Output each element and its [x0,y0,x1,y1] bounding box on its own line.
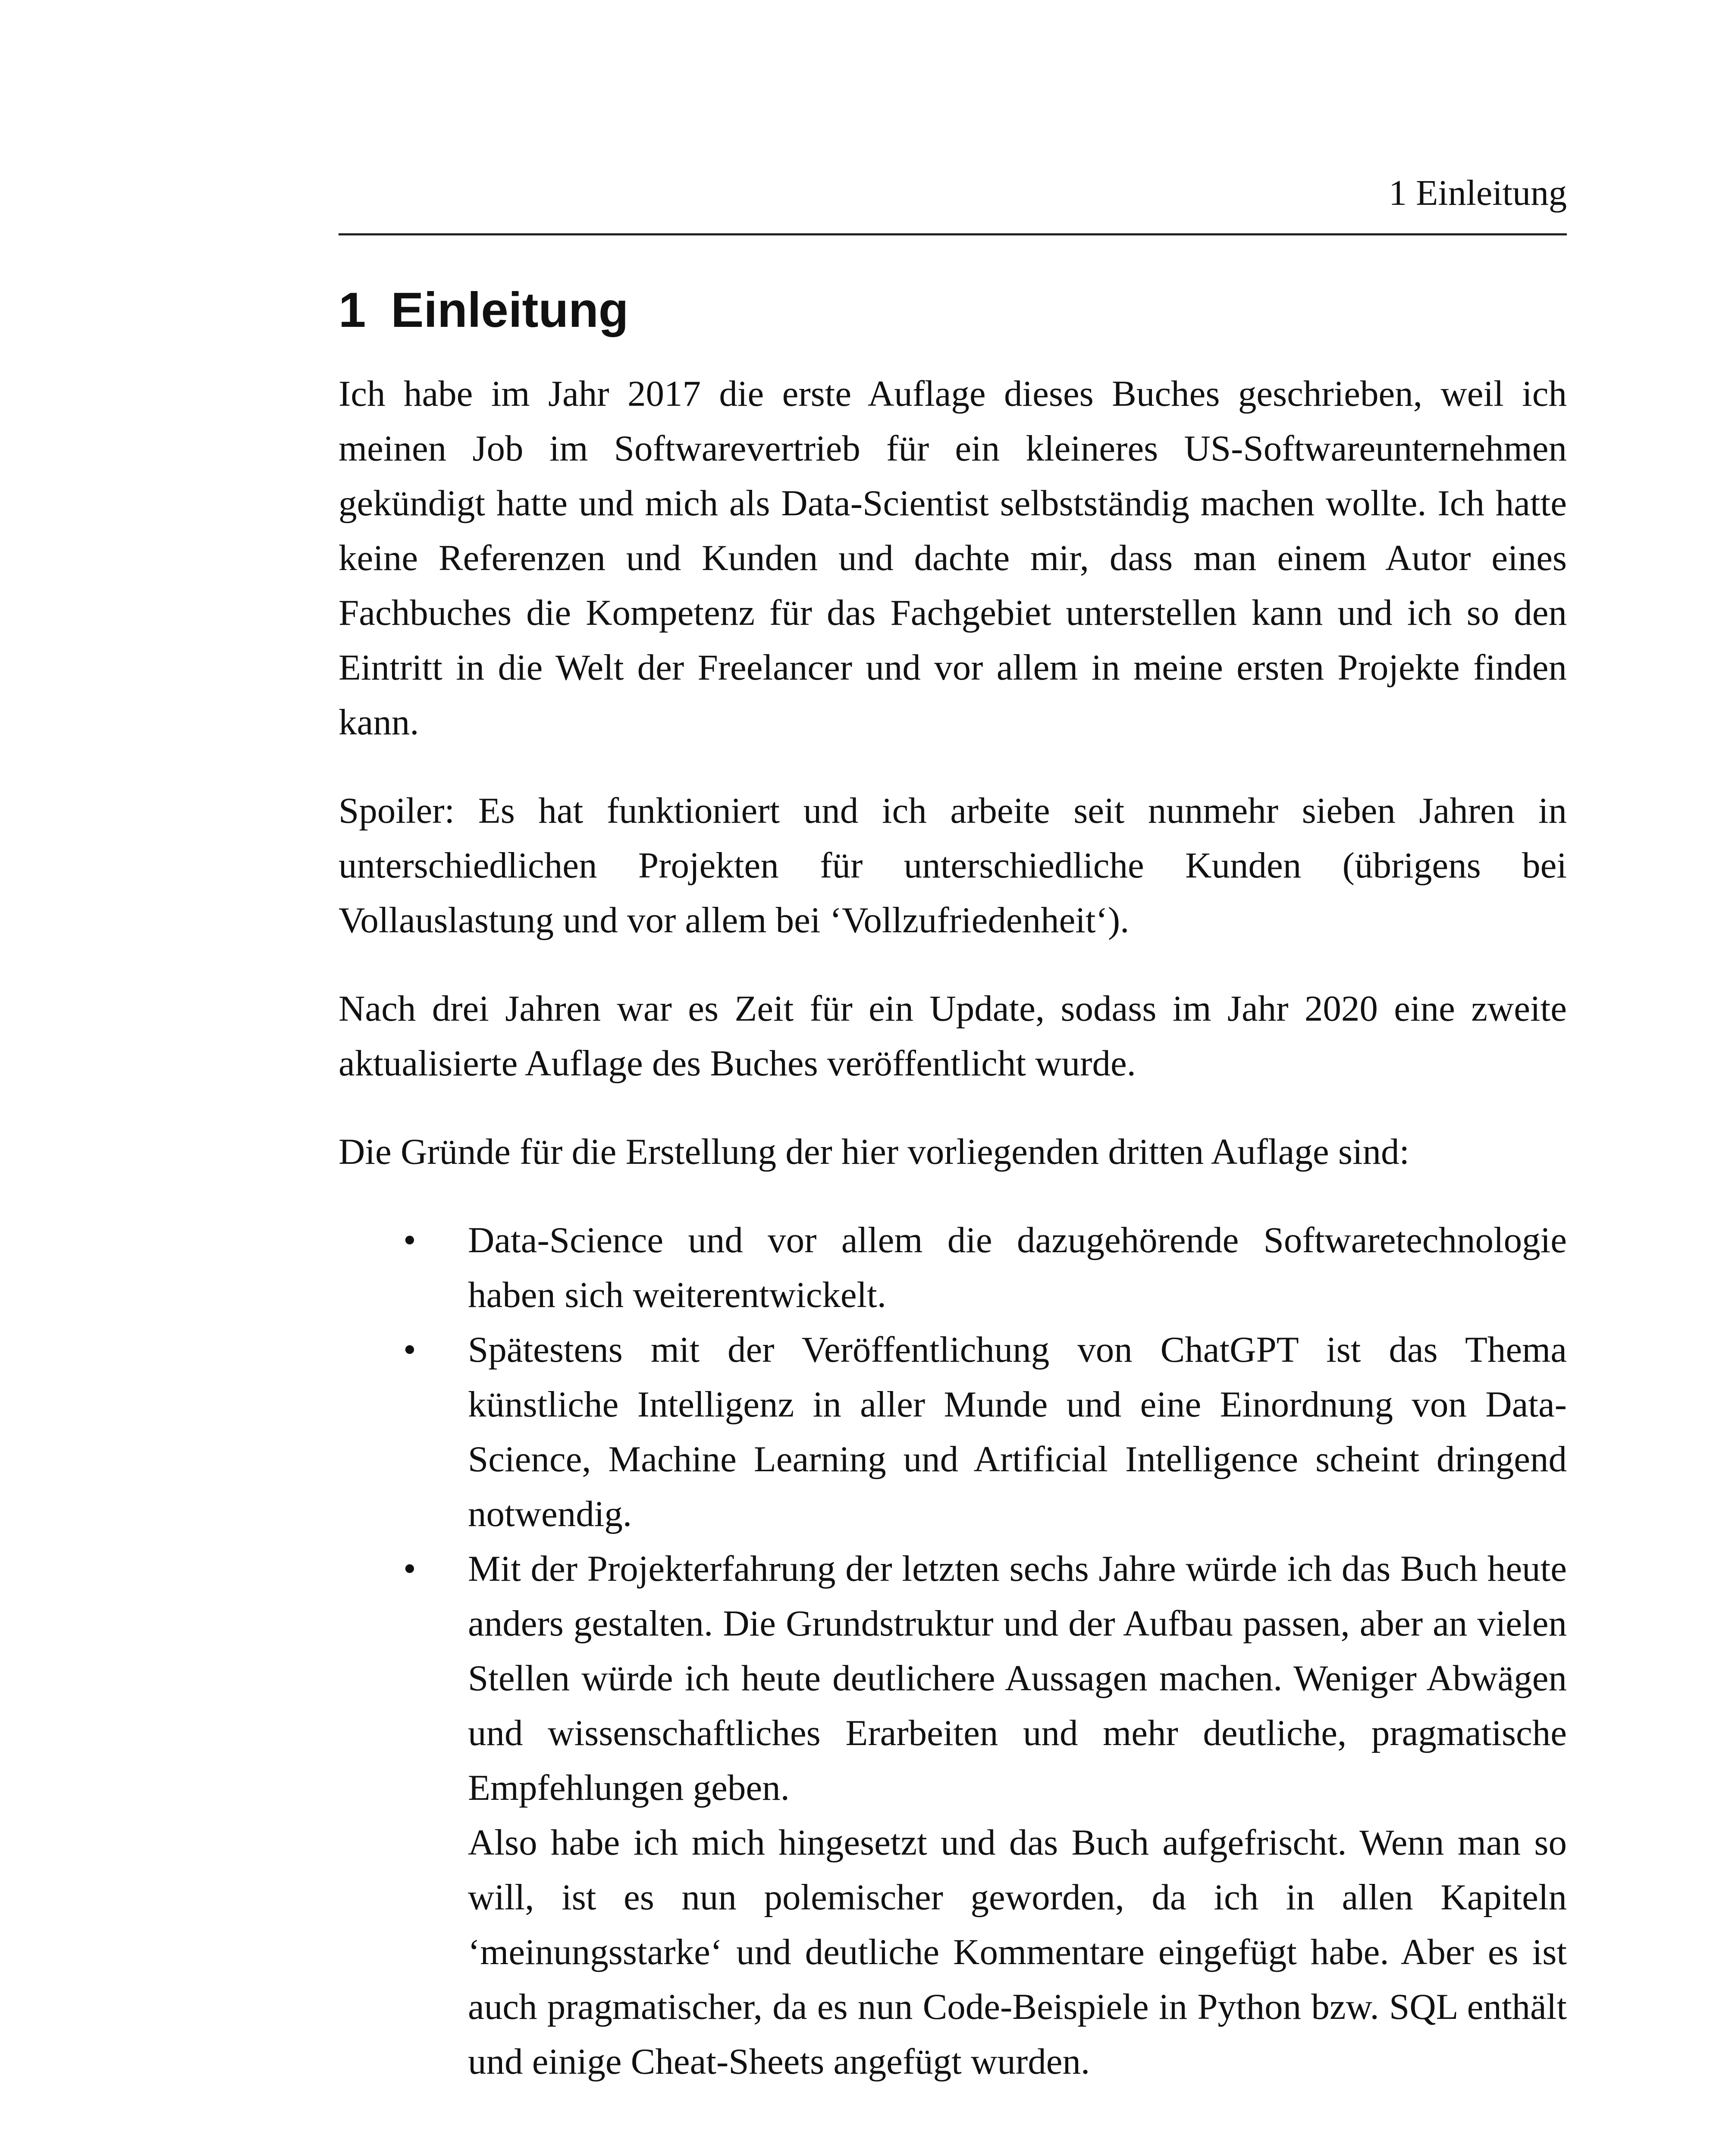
chapter-number: 1 [339,283,366,338]
list-item [339,1213,1567,1322]
paragraph: Spoiler: Es hat funktioniert und ich arbeite seit nunmehr sieben Jahren in unterschiedlichen Projekten für unterschiedliche Kunden (übrigens bei Vollauslastung und vor allem bei ‘Vollzufriedenheit‘). [339,790,1567,940]
bullet-marker: • [403,1220,416,1260]
list-item-continuation: Also habe ich mich hingesetzt und das Buch aufgefrischt. Wenn man so will, ist es nun polemischer geworden, da ich in allen Kapiteln ‘meinungsstarke‘ und deutliche Kommentare eingefügt habe. Aber es ist auch pragmatischer, da es nun Code-Beispiele in Python bzw. SQL enthält und einige Cheat-Sheets angefügt wurden. [468,1822,1567,2082]
list-item [339,1542,1567,2089]
body-text [339,367,1567,2089]
bullet-marker: • [403,1548,416,1589]
list-item-text: Data-Science und vor allem die dazugehörende Softwaretechnologie haben sich weiterentwickelt. [468,1220,1567,1315]
paragraph: Nach drei Jahren war es Zeit für ein Update, sodass im Jahr 2020 eine zweite aktualisierte Auflage des Buches veröffentlicht wurde. [339,988,1567,1084]
list-item [339,1322,1567,1542]
list-item-text: Spätestens mit der Veröffentlichung von ChatGPT ist das Thema künstliche Intelligenz in aller Munde und eine Einordnung von Data-Science, Machine Learning und Artificial Intelligence scheint dringend notwendig. [468,1329,1567,1534]
paragraph: Die Gründe für die Erstellung der hier vorliegenden dritten Auflage sind: [339,1131,1410,1172]
paragraph: Ich habe im Jahr 2017 die erste Auflage dieses Buches geschrieben, weil ich meinen Job im Softwarevertrieb für ein kleineres US-Softwareunternehmen gekündigt hatte und mich als Data-Scientist selbstständig machen wollte. Ich hatte keine Referenzen und Kunden und dachte mir, dass man einem Autor eines Fachbuches die Kompetenz für das Fachgebiet unterstellen kann und ich so den Eintritt in die Welt der Freelancer und vor allem in meine ersten Projekte finden kann. [339,373,1567,743]
chapter-heading [339,276,628,345]
chapter-title: Einleitung [391,283,629,338]
bullet-list [339,1213,1567,2089]
bullet-marker: • [403,1329,416,1370]
running-header: 1 Einleitung [1389,173,1567,213]
header-rule [339,233,1567,235]
list-item-text: Mit der Projekterfahrung der letzten sechs Jahre würde ich das Buch heute anders gestalten. Die Grundstruktur und der Aufbau passen, aber an vielen Stellen würde ich heute deutlichere Aussagen machen. Weniger Abwägen und wissenschaftliches Erarbeiten und mehr deutliche, pragmatische Empfehlungen geben. [468,1548,1567,1808]
